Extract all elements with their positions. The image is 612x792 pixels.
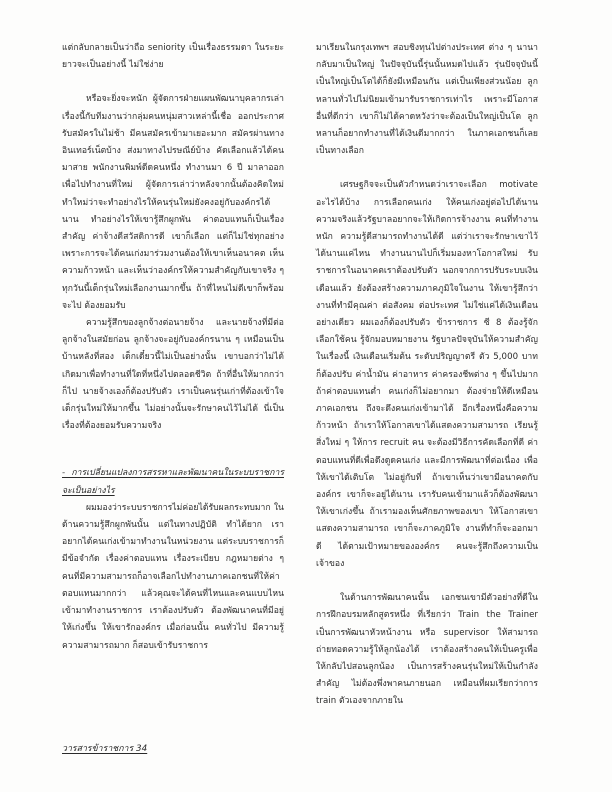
paragraph: มาเรียนในกรุงเทพฯ สอบชิงทุนไปต่างประเทศ ต่าง ๆ นานา กลับมาเป็นใหญ่ ในปัจจุบันนี้รุ่นนั้นหมดไปแล้ว รุ่นปัจจุบันนี้เป็นใหญ่เป็นโตได้ก็ยังมีเหมือนกัน แต่เป็นเพียงส่วนน้อย ลูกหลานทั่วไปไม่นิยมเข้ามารับราชการเท่าไร เพราะมีโอกาสอื่นที่ดีกว่า เขาก็ไม่ได้คาดหวังว่าจะต้องเป็นใหญ่เป็นโต ลูกหลานก็อยากทำงานที่ได้เงินดีมากกว่า ในภาคเอกชนก็เลยเป็นทางเลือก bbox=[316, 43, 538, 157]
paragraph: เศรษฐกิจจะเป็นตัวกำหนดว่าเราจะเลือก motivate อะไรได้บ้าง การเลือกคนเก่ง ให้คนเก่งอยู่ต่อไปได้นาน ความจริงแล้วรัฐบาลอยากจะให้เกิดการจ้างงาน คนที่ทำงานหนัก ความรู้ดีสามารถทำงานได้ดี แต่ว่าเราจะรักษาเขาไว้ได้นานแค่ไหน ทำงานนานไปก็เริ่มมองหาโอกาสใหม่ รับราชการในอนาคตเราต้องปรับตัว นอกจากการปรับระบบเงินเดือนแล้ว ยังต้องสร้างความภาคภูมิใจในงาน ให้เขารู้สึกว่างานที่ทำมีคุณค่า ต่อสังคม ต่อประเทศ ไม่ใช่แค่ได้เงินเดือนอย่างเดียว ผมเองก็ต้องปรับตัว ข้าราชการ ซี 8 ต้องรู้จักเลือกใช้คน รู้จักมอบหมายงาน รัฐบาลปัจจุบันให้ความสำคัญในเรื่องนี้ เงินเดือนเริ่มต้น ระดับปริญญาตรี ตัว 5,000 บาทก็ต้องปรับ ค่าน้ำมัน ค่าอาหาร ค่าครองชีพต่าง ๆ ขึ้นไปมาก ถ้าค่าตอบแทนต่ำ คนเก่งก็ไม่อยากมา ต้องจ่ายให้ดีเหมือนภาคเอกชน ถึงจะดึงคนเก่งเข้ามาได้ อีกเรื่องหนึ่งคือความก้าวหน้า ถ้าเราให้โอกาสเขาได้แสดงความสามารถ เรียนรู้สิ่งใหม่ ๆ ให้การ recruit คน จะต้องมีวิธีการคัดเลือกที่ดี ค่าตอบแทนที่ดีเพื่อดึงดูดคนเก่ง และมีการพัฒนาที่ต่อเนื่อง เพื่อให้เขาได้เติบโต ไม่อยู่กับที่ ถ้าเขาเห็นว่าเขามีอนาคตกับองค์กร เขาก็จะอยู่ได้นาน เรารับคนเข้ามาแล้วก็ต้องพัฒนาให้เขาเก่งขึ้น ถ้าเรามองเห็นศักยภาพของเขา ให้โอกาสเขาแสดงความสามารถ เขาก็จะภาคภูมิใจ งานที่ทำก็จะออกมาดี ได้ตามเป้าหมายขององค์กร คนจะรู้สึกถึงความเป็นเจ้าของ bbox=[316, 180, 538, 569]
right-column bbox=[316, 40, 538, 711]
paragraph: ความรู้สึกของลูกจ้างต่อนายจ้าง และนายจ้างที่มีต่อลูกจ้างในสมัยก่อน ลูกจ้างจะอยู่กับองค์กรนาน ๆ เหมือนเป็นบ้านหลังที่สอง เด็กเดี๋ยวนี้ไม่เป็นอย่างนั้น เขาบอกว่าไม่ได้เกิดมาเพื่อทำงานที่ใดที่หนึ่งไปตลอดชีวิต ถ้าที่อื่นให้มากกว่าก็ไป นายจ้างเองก็ต้องปรับตัว เราเป็นคนรุ่นเก่าที่ต้องเข้าใจเด็กรุ่นใหม่ให้มากขึ้น ไม่อย่างนั้นจะรักษาคนไว้ไม่ได้ นี่เป็นเรื่องที่ต้องยอมรับความจริง bbox=[62, 318, 284, 432]
left-column bbox=[62, 40, 284, 655]
paragraph: หรือจะยิ่งจะหนัก ผู้จัดการฝ่ายแผนพัฒนาบุคลากรเล่าเรื่องนี้กับทีมงานว่ากลุ่มคนหนุ่มสาวเหล่านี้เชื่อ ออกประกาศรับสมัครในไม่ช้า มีคนสมัครเข้ามาเยอะมาก สมัครผ่านทางอินเทอร์เน็ตบ้าง ส่งมาทางไปรษณีย์บ้าง คัดเลือกแล้วได้คนมาสาย พนักงานพิมพ์ดีดคนหนึ่ง ทำงานมา 6 ปี มาลาออกเพื่อไปทำงานที่ใหม่ ผู้จัดการเล่าว่าหลังจากนั้นต้องคิดใหม่ทำใหม่ว่าจะทำอย่างไรให้คนรุ่นใหม่ยังคงอยู่กับองค์กรได้นาน ทำอย่างไรให้เขารู้สึกผูกพัน ค่าตอบแทนก็เป็นเรื่องสำคัญ ค่าจ้างดีสวัสดิการดี เขาก็เลือก แต่ก็ไม่ใช่ทุกอย่าง เพราะการจะได้คนเก่งมาร่วมงานต้องให้เขาเห็นอนาคต เห็นความก้าวหน้า และเห็นว่าองค์กรให้ความสำคัญกับเขาจริง ๆ ทุกวันนี้เด็กรุ่นใหม่เลือกงานมากขึ้น ถ้าที่ไหนไม่ดีเขาก็พร้อมจะไป ต้องยอมรับ bbox=[62, 94, 284, 311]
paragraph: ผมมองว่าระบบราชการไม่ค่อยได้รับผลกระทบมาก ในด้านความรู้สึกผูกพันนั้น แต่ในทางปฏิบัติ ทำได้ยาก เราอยากได้คนเก่งเข้ามาทำงานในหน่วยงาน แต่ระบบราชการก็มีข้อจำกัด เรื่องค่าตอบแทน เรื่องระเบียบ กฎหมายต่าง ๆ คนที่มีความสามารถก็อาจเลือกไปทำงานภาคเอกชนที่ให้ค่าตอบแทนมากกว่า แล้วคุณจะได้คนที่ไหนและคนแบบไหนเข้ามาทำงานราชการ เราต้องปรับตัว ต้องพัฒนาคนที่มีอยู่ให้เก่งขึ้น ให้เขารักองค์กร เมื่อก่อนนั้น คนทั่วไป มีความรู้ความสามารถมาก ก็สอบเข้ารับราชการ bbox=[62, 502, 284, 651]
section-heading: - การเปลี่ยนแปลงการสรรหาและพัฒนาคนในระบบราชการจะเป็นอย่างไร bbox=[62, 468, 284, 496]
page-footer: วารสารข้าราชการ 34 bbox=[62, 744, 148, 754]
paragraph: แต่กลับกลายเป็นว่าถือ seniority เป็นเรื่องธรรมดา ในระยะยาวจะเป็นอย่างนี้ ไม่ใช่ง่าย bbox=[62, 43, 284, 71]
paragraph: ในด้านการพัฒนาคนนั้น เอกชนเขามีตัวอย่างที่ดีในการฝึกอบรมหลักสูตรหนึ่ง ที่เรียกว่า Train the Trainer เป็นการพัฒนาหัวหน้างาน หรือ supervisor ให้สามารถถ่ายทอดความรู้ให้ลูกน้องได้ เราต้องสร้างคนให้เป็นครูเพื่อให้กลับไปสอนลูกน้อง เป็นการสร้างคนรุ่นใหม่ให้เป็นกำลังสำคัญ ไม่ต้องพึ่งพาคนภายนอก เหมือนที่ผมเรียกว่าการ train ตัวเองจากภายใน bbox=[316, 593, 538, 707]
